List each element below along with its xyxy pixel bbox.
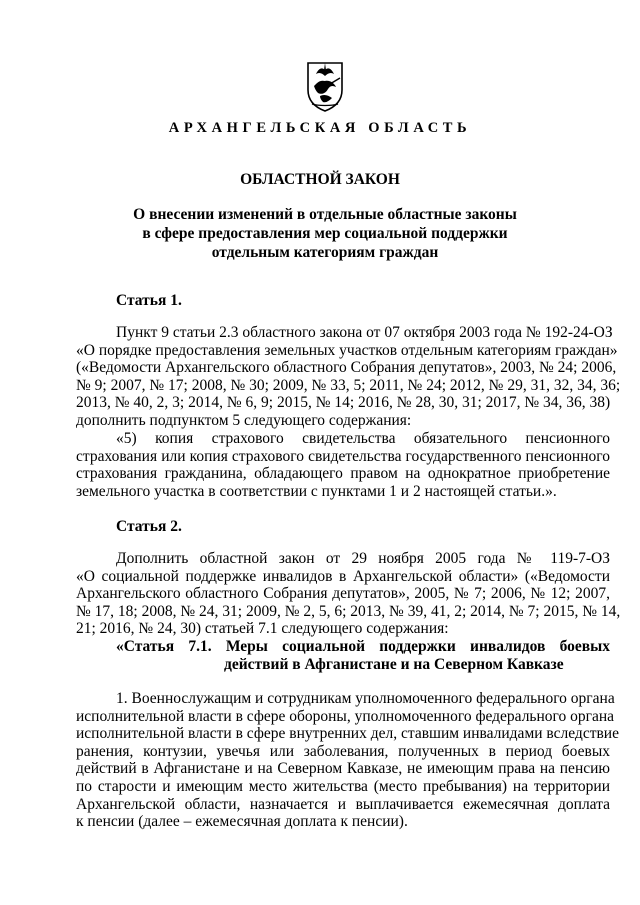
text-line: «О социальной поддержке инвалидов в Архангельской области» («Ведомости <box>76 567 610 585</box>
text-line: исполнительной власти в сфере обороны, уполномоченного федерального органа <box>76 707 615 725</box>
text-line: 21; 2016, № 24, 30) статьей 7.1 следующего содержания: <box>76 620 449 638</box>
text-line: № 17, 18; 2008, № 24, 31; 2009, № 2, 5, 6; 2013, № 39, 41, 2; 2014, № 7; 2015, № 14, <box>76 602 621 620</box>
article-1-paragraph-1 <box>76 324 621 430</box>
article-7-1-heading <box>76 638 610 673</box>
article-2-paragraph-1 <box>76 550 621 638</box>
text-line: действий в Афганистане и на Северном Кавказе, не имеющим права на пенсию <box>76 760 610 778</box>
law-type: ОБЛАСТНОЙ ЗАКОН <box>240 171 400 188</box>
text-line: к пенсии (далее – ежемесячная доплата к пенсии). <box>76 813 408 831</box>
law-title-line: в сфере предоставления мер социальной поддержки <box>142 225 508 242</box>
text-line: «5) копия страхового свидетельства обязательного пенсионного <box>116 430 610 447</box>
text-line: Пункт 9 статьи 2.3 областного закона от 07 октября 2003 года № 192-24-ОЗ <box>116 324 613 341</box>
law-title-line: О внесении изменений в отдельные областные законы <box>133 206 517 223</box>
text-line: ранения, контузии, увечья или заболевания, полученных в период боевых <box>76 742 610 760</box>
text-line: действий в Афганистане и на Северном Кавказе <box>224 655 564 673</box>
article-7-1-paragraph-1 <box>76 690 619 831</box>
text-line: Архангельского областного Собрания депутатов», 2005, № 7; 2006, № 12; 2007, <box>76 585 610 603</box>
region-name: АРХАНГЕЛЬСКАЯ ОБЛАСТЬ <box>168 120 472 136</box>
text-line: 1. Военнослужащим и сотрудникам уполномоченного федерального органа <box>116 690 615 707</box>
text-line: страхования или копия страхового свидетельства государственного пенсионного <box>76 447 610 465</box>
law-title-line: отдельным категориям граждан <box>211 244 439 261</box>
text-line: «Статья 7.1. Меры социальной поддержки инвалидов боевых <box>116 638 610 655</box>
text-line: («Ведомости Архангельского областного Собрания депутатов», 2003, № 24; 2006, <box>76 359 617 377</box>
coat-of-arms-icon <box>306 60 344 112</box>
article-2-heading: Статья 2. <box>116 518 182 535</box>
text-line: № 9; 2007, № 17; 2008, № 30; 2009, № 33, 5; 2011, № 24; 2012, № 29, 31, 32, 34, 36; <box>76 376 621 394</box>
law-title <box>80 205 570 262</box>
article-1-heading: Статья 1. <box>116 292 182 309</box>
text-line: дополнить подпунктом 5 следующего содержания: <box>76 411 412 429</box>
text-line: «О порядке предоставления земельных участков отдельным категориям граждан» <box>76 341 618 359</box>
text-line: земельного участка в соответствии с пунктами 1 и 2 настоящей статьи.». <box>76 482 557 500</box>
text-line: по старости и имеющим место жительства (место пребывания) на территории <box>76 777 610 795</box>
article-1-paragraph-2 <box>76 430 610 500</box>
text-line: Дополнить областной закон от 29 ноября 2005 года № 119-7-ОЗ <box>116 550 610 567</box>
text-line: Архангельской области, назначается и выплачивается ежемесячная доплата <box>76 795 610 813</box>
text-line: 2013, № 40, 2, 3; 2014, № 6, 9; 2015, № 14; 2016, № 28, 30, 31; 2017, № 34, 36, 38) <box>76 394 611 412</box>
text-line: страхования гражданина, обладающего правом на однократное приобретение <box>76 465 610 483</box>
text-line: исполнительной власти в сфере внутренних дел, ставшим инвалидами вследствие <box>76 725 619 743</box>
